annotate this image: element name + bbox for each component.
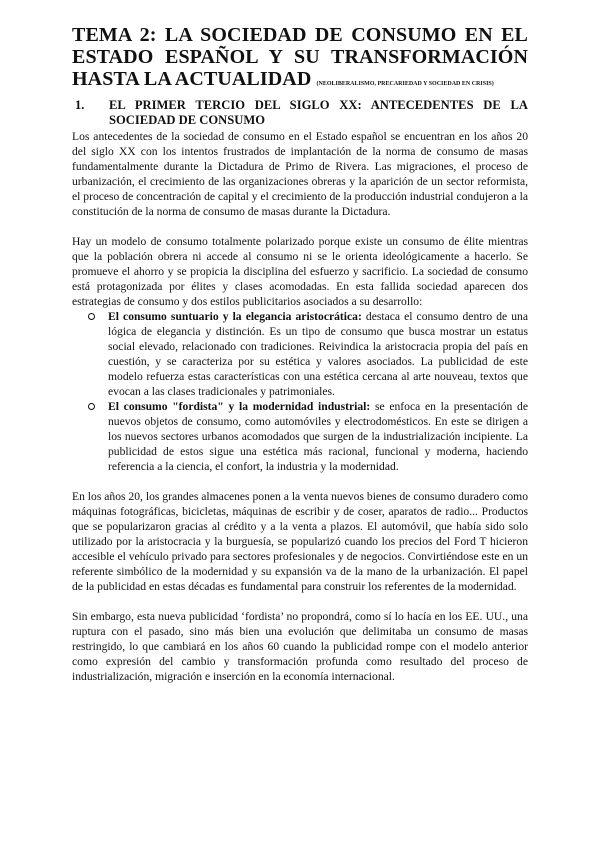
document-title: [72, 24, 528, 95]
paragraph-gap: [72, 219, 528, 234]
hollow-bullet-icon: [88, 403, 95, 410]
list-item: [72, 399, 528, 474]
paragraph-3: En los años 20, los grandes almacenes ponen a la venta nuevos bienes de consumo duradero como máquinas fotográficas, bicicletas, máquinas de escribir y de coser, aparatos de radio... Productos que se popularizaron gracias al crédito y a la venta a plazos. El automóvil, que había sido solo utilizado por la aristocracia y la burguesía, se popularizó cuando los precios del Ford T hicieron accesible el vehículo privado para sectores profesionales y de negocios. Convirtiéndose este en un referente simbólico de la modernidad y su expansión va de la mano de la urbanización. El papel de la publicidad en estas décadas es fundamental para construir los referentes de la modernidad.: [72, 490, 528, 593]
hollow-bullet-icon: [88, 313, 95, 320]
paragraph-1: Los antecedentes de la sociedad de consumo en el Estado español se encuentran en los años 20 del siglo XX con los intentos frustrados de implantación de la norma de consumo de masas fundamentalmente durante la Dictadura de Primo de Rivera. Las migraciones, el proceso de urbanización, el crecimiento de las organizaciones obreras y la aparición de un sector reformista, el proceso de concentración de capital y el crecimiento de la producción industrial condujeron a la constitución de la norma de consumo de masas durante la Dictadura.: [72, 130, 528, 218]
list-item: [72, 309, 528, 399]
title-line-3: HASTA LA ACTUALIDAD: [72, 68, 312, 90]
list-item-lead: El consumo suntuario y la elegancia aristocrática:: [108, 310, 362, 323]
paragraph-2: Hay un modelo de consumo totalmente polarizado porque existe un consumo de élite mientras que la población obrera ni accede al consumo ni se le orienta ideológicamente a hacerlo. Se promueve el ahorro y se propicia la disciplina del esfuerzo y sacrificio. La sociedad de consumo está protagonizada por élites y clases acomodadas. En esta fallida sociedad aparecen dos estrategias de consumo y dos estilos publicitarios asociados a su desarrollo:: [72, 235, 528, 308]
section-heading: [72, 98, 528, 127]
list-item-text: se enfoca en la presentación de nuevos objetos de consumo, como automóviles y electrodomésticos. En este se dirigen a los nuevos sectores urbanos acomodados que surgen de la industrialización incipiente. La publicidad de estos sigue una estética más racional, funcional y moderna, haciendo referencia a la ciencia, el confort, la industria y la modernidad.: [108, 400, 528, 473]
list-item-text: destaca el consumo dentro de una lógica de elegancia y distinción. Es un tipo de consumo que busca mostrar un estatus social elevado, relacionado con tradiciones. Reivindica la aristocracia propia del país en cuestión, y se caracteriza por su estética y valores asociados. La publicidad de este modelo refuerza estas características con una estética cercana al arte nouveau, textos que evocan a las clases tradicionales y patrimoniales.: [108, 310, 528, 398]
title-line-1: TEMA 2: LA SOCIEDAD DE CONSUMO EN EL: [72, 24, 528, 46]
paragraph-gap: [72, 474, 528, 489]
section-title: EL PRIMER TERCIO DEL SIGLO XX: ANTECEDENTES DE LA SOCIEDAD DE CONSUMO: [109, 98, 528, 127]
paragraph-4: Sin embargo, esta nueva publicidad ‘fordista’ no propondrá, como sí lo hacía en los EE. UU., una ruptura con el pasado, sino más bien una evolución que delimitaba un consumo de masas restringido, lo que cambiará en los años 60 cuando la publicidad rompe con el modelo anterior como expresión del cambio y transformación profunda como resultado del proceso de industrialización, migración e inserción en la economía internacional.: [72, 610, 528, 683]
title-line-3-wrap: [72, 68, 528, 95]
title-line-2: ESTADO ESPAÑOL Y SU TRANSFORMACIÓN: [72, 46, 528, 68]
title-subtitle: (NEOLIBERALISMO, PRECARIEDAD Y SOCIEDAD EN CRISIS): [316, 81, 494, 87]
paragraph-gap: [72, 594, 528, 609]
consumption-strategies-list: [72, 309, 528, 474]
section-number: 1.: [75, 98, 85, 112]
list-item-lead: El consumo "fordista" y la modernidad industrial:: [108, 400, 371, 413]
